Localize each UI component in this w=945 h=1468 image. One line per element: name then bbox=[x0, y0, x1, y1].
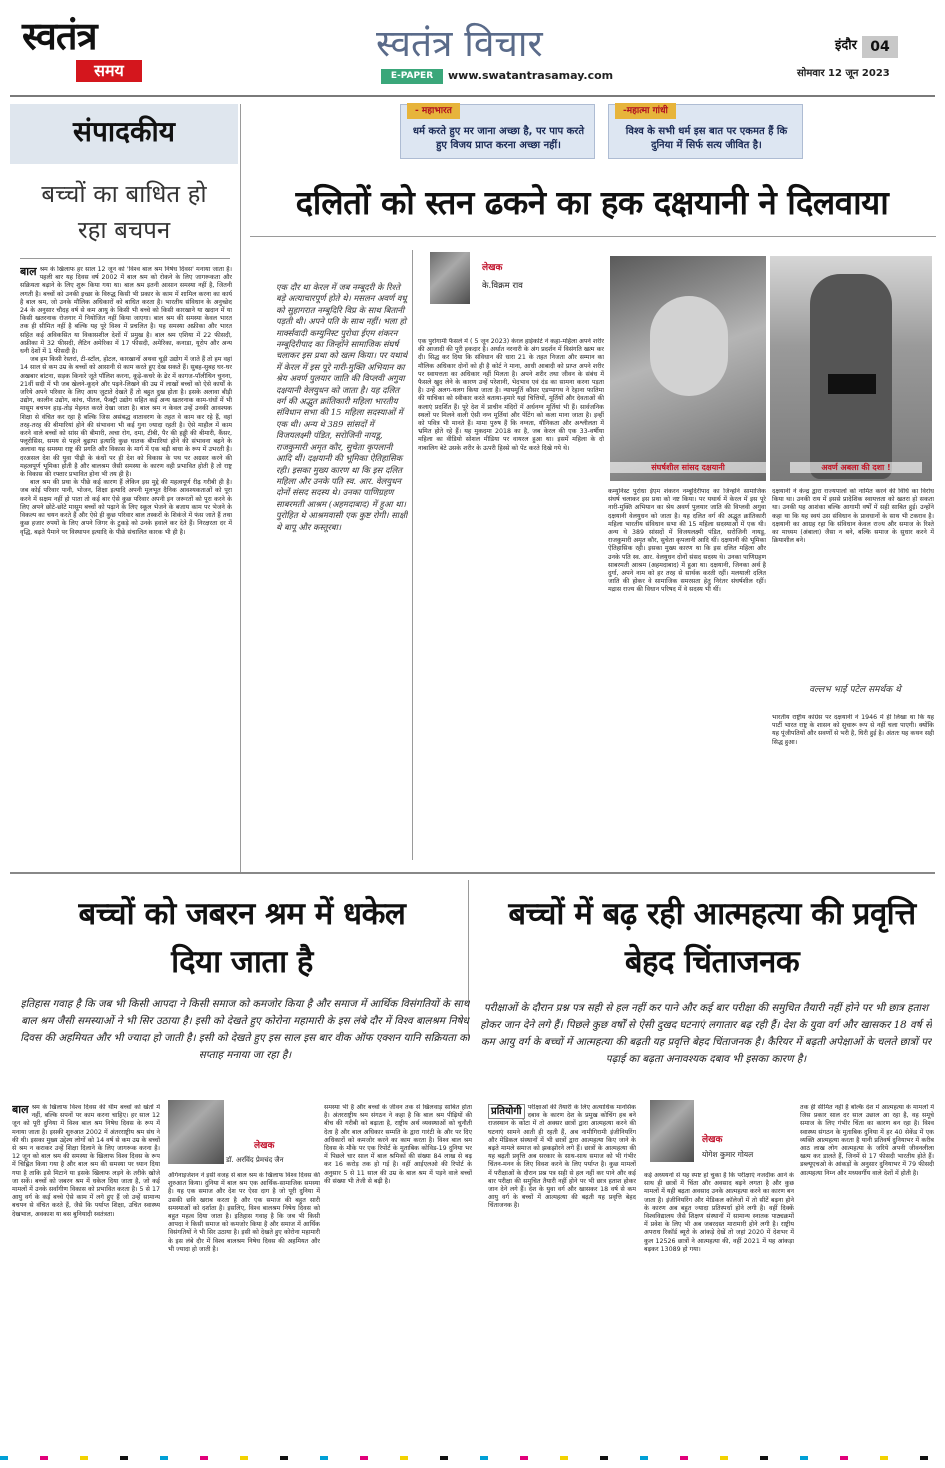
main-headline: दलितों को स्तन ढकने का हक दक्षयानी ने दिलवाया bbox=[295, 183, 889, 222]
child-labour-standfirst: इतिहास गवाह है कि जब भी किसी आपदा ने किसी समाज को कमजोर किया है और समाज में आर्थिक विसंगतियों के साथ बाल श्रम जैसी समस्याओं ने भी सिर उठाया है। इसी को देखते हुए कोरोना महामारी के इस लंबे दौर में विश्व बालश्रम निषेध दिवस की अहमियत और भी ज्यादा हो जाती है। इसी को देखते हुए इस साल इस बार वीक ऑफ एक्शन यानि सक्रियता का सप्ताह मनाया जा रहा है। bbox=[20, 998, 470, 1061]
editorial-box bbox=[10, 104, 238, 164]
section-title: स्वतंत्र विचार bbox=[376, 22, 543, 65]
censor-bar bbox=[828, 374, 876, 394]
photo-face bbox=[650, 296, 728, 396]
editorial-para-2: जब हम किसी रेस्तरां, टी-स्टॉल, होटल, कारखानों अथवा चूड़ी उद्योग में जाते हैं तो हम वहां 14 साल से कम उम्र के बच्चों को आसानी से काम करते हुए देख सकते हैं। सुबह-सुबह घर-घर अखबार बांटना, सड़क किनारे जूते पॉलिश करना, कूड़े-कचरे के ढेर में कागज-पॉलीथिन चुनना, 21वीं सदी में भी जब खेलने-कूदने और पढ़ने-लिखने की उम्र में लाखों बच्चों को ऐसे कार्यों के जरिये अपने परिवार के लिए आय जुटाते देखते हैं तो बहुत दुख होता है। इसके अलावा बीड़ी उद्योग, कालीन उद्योग, कांच, पीतल, फैक्ट्री उद्योग सहित कई अन्य खतरनाक काम-धंधों में भी मासूम बचपन हाड़-तोड़ मेहनत करते देखा जाता है। बाल श्रम न केवल उन्हें उनकी आवश्यक शिक्षा से वंचित कर रहा है बल्कि जिस असंबद्ध वातावरण के तहत वे काम कर रहे हैं, वहां तरह-तरह की बीमारियां होने की संभावना भी कई गुना ज्यादा रहती है। ऐसे माहौल में काम करने वाले बच्चों को सांस की बीमारी, त्वचा रोग, दमा, टीबी, पैर की हड्डी की बीमारी, कैंसर, फ्लूरोसिस, समय से पहले बुढ़ापा इत्यादि कुछ घातक बीमारियां होने की संभावना बढ़ने के अलावा यह समस्या राष्ट्र की प्रगति और विकास के मार्ग में एक बड़ी बाधा के रूप में उभरती है। दरअसल देश की युवा पीढ़ी के कंधों पर ही देश को विकास के पथ पर अग्रसर करने की महत्वपूर्ण भूमिका होती है और बालश्रम जैसी समस्या के कारण वही प्रभावित होती है तो राष्ट्र के विकास की रफ्तार प्रभावित होना भी तय ही है। bbox=[20, 356, 232, 479]
photo-avarna bbox=[770, 256, 932, 481]
suicide-col-2: कई अध्ययनों से यह स्पष्ट हो चुका है कि परीक्षाएं नजदीक आने के साथ ही छात्रों में चिंता और अवसाद बढ़ने लगता है और कुछ मामलों में यही बढ़ता अवसाद उनके आत्महत्या करने का कारण बन जाता है। इंजीनियरिंग और मेडिकल कॉलेजों में तो सीटें बढ़ना होने के कारण अब बहुत ज्यादा प्रतिस्पर्धा होने लगी है। वहीं दिक्कें विश्वविद्यालय जैसे शिक्षण संस्थानों में सामान्य स्नातक पाठ्यक्रमों में प्रवेश के लिए भी अब जबरदस्त मारामारी होने लगी है। राष्ट्रीय अपराध रिकॉर्ड ब्यूरो के आंकड़े देखें तो जहां 2020 में देशभर में कुल 12526 छात्रों ने आत्महत्या की, वहीं 2021 में यह आंकड़ा बढ़कर 13089 हो गया। bbox=[644, 1172, 794, 1253]
suicide-headline: बच्चों में बढ़ रही आत्महत्या की प्रवृत्ति बेहद चिंताजनक bbox=[508, 896, 916, 980]
editorial-headline: बच्चों का बाधित हो रहा बचपन bbox=[41, 180, 207, 244]
editorial-para-1: श्रम के खिलाफ हर साल 12 जून को 'विश्व बाल श्रम निषेध दिवस' मनाया जाता है। पहली बार यह दिवस वर्ष 2002 में बाल श्रम को रोकने के लिए जागरूकता और सक्रियता बढ़ाने के लिए शुरू किया गया था। बाल श्रम इतनी आसान समस्या नहीं है, जितनी लगती है। बच्चों को उनकी इच्छा के विरुद्ध किसी भी प्रकार के काम में शामिल करना का कार्य है बाल श्रम, जो उनके मौलिक अधिकारों को बाधित करता है। भारतीय संविधान के अनुच्छेद 24 के अनुसार चौदह वर्ष से कम आयु के किसी भी बच्चे को किसी कारखाने या खदान में या किसी खतरनाक रोजगार में नियोजित नहीं किया जाएगा। बाल श्रम की समस्या केवल भारत तक ही सीमित नहीं है बल्कि यह पूरे विश्व में प्रचलित है। यह समस्या अफ्रीका और भारत सहित कई अविकसित या विकासशील देशों में प्रमुख है। बाल श्रम एशिया में 22 फीसदी, अफ्रीका में 32 फीसदी, लैटिन अमेरिका में 17 फीसदी, अमेरिका, कनाडा, यूरोप और अन्य धनी देशों में 1 फीसदी है। bbox=[20, 266, 232, 356]
site-url[interactable]: www.swatantrasamay.com bbox=[448, 69, 614, 82]
photo-dakshayani bbox=[610, 256, 766, 481]
quote-text: विश्व के सभी धर्म इस बात पर एकमत हैं कि दुनिया में सिर्फ सत्य जीवित है। bbox=[625, 126, 788, 151]
suicide-author-name: योगेश कुमार गोयल bbox=[702, 1150, 754, 1159]
issue-date: सोमवार 12 जून 2023 bbox=[797, 68, 890, 79]
masthead-rule bbox=[10, 95, 935, 97]
child-labour-author-label: लेखक bbox=[254, 1141, 275, 1151]
main-body-right-2: दक्षयानी ने केन्द्र द्वारा राज्यपालों को नामित करने की विधि का विरोध किया था। उनकी राय में इससे प्रादेशिक स्वायत्तता को खतरा हो सकता था। उनकी यह आशंका बल्कि आगामी वर्षों में सही साबित हुई। उन्होंने कहा था कि यह स्वयं उस संविधान के प्रावधानों के साथ भी टकराव है। दक्षयानी का आग्रह रहा कि संविधान केवल राज्य और समाज के रिश्ते का माध्यम (अंबाला) जैसा न बने, बल्कि समाज के सुधार करने में क्रियाशील बने। bbox=[772, 488, 934, 545]
logo-bottom: समय bbox=[76, 60, 142, 82]
suicide-col-3: तक ही सीमित नहीं है बल्कि देश में आत्महत्या के मामलों में जिस प्रकार साल दर साल उछाल आ रहा है, वह समूचे समाज के लिए गंभीर चिंता का कारण बन रहा है। विश्व स्वास्थ्य संगठन के मुताबिक दुनिया में हर 40 सेकेंड में एक व्यक्ति आत्महत्या करता है यानी प्रतिवर्ष दुनियाभर में करीब आठ लाख लोग आत्महत्या के जरिये अपनी जीवनलीला खत्म कर डालते हैं, जिनमें से 17 फीसदी भारतीय होते हैं। डब्ल्यूएचओ के आंकड़ों के अनुसार दुनियाभर में 79 फीसदी आत्महत्या निम्न और मध्यवर्गीय वाले देशों में होती है। bbox=[800, 1104, 934, 1177]
editorial-body bbox=[20, 266, 232, 866]
author-photo bbox=[430, 252, 470, 304]
logo bbox=[22, 14, 162, 84]
suicide-author-photo bbox=[650, 1100, 694, 1162]
suicide-author-label: लेखक bbox=[702, 1135, 723, 1145]
author-label: लेखक bbox=[482, 263, 503, 273]
quote-text: धर्म करते हुए मर जाना अच्छा है, पर पाप करते हुए विजय प्राप्त करना अच्छा नहीं। bbox=[412, 126, 585, 151]
suicide-col1-text: परीक्षाओं की तैयारी के लिए अत्याधिक मानसिक दबाव के कारण देश के प्रमुख कोचिंग हब बने राजस्थान के कोटा में तो अक्सर छात्रों द्वारा आत्महत्या करने की घटनाएं सामने आती ही रहती हैं, अब नामीगिरामी इंजीनियरिंग और मेडिकल संस्थानों में भी छात्रों द्वारा आत्महत्या किए जाने के बढ़ते मामले समाज को झकझोरने लगे हैं। छात्रों के आत्महत्या की यह बढ़ती प्रवृत्ति अब सरकार के साथ-साथ समाज को भी गंभीर चिंतन-मनन के लिए विवश करने के लिए पर्याप्त है। कुछ मामलों में परीक्षाओं के दौरान प्रश्न पत्र सही से हल नहीं कर पाने और कई बार परीक्षा की समुचित तैयारी नहीं होने पर भी छात्र हताश होकर जान देने लगे हैं। देश के युवा वर्ग और खासकर 18 वर्ष से कम आयु वर्ग के बच्चों में आत्महत्या की बढ़ती यह प्रवृत्ति बेहद चिंताजनक है। bbox=[488, 1104, 636, 1210]
epaper-badge: E-PAPER bbox=[381, 69, 443, 84]
child-labour-author-name: डॉ. अरविंद प्रेमचंद जैन bbox=[226, 1156, 284, 1164]
suicide-col-1 bbox=[488, 1104, 636, 1440]
main-body-mid: एक पुरोगामी फैसले में ( 5 जून 2023) केरल हाईकोर्ट ने कहा-महिला अपने शरीर की आजादी की पूरी हकदार है। अर्थात नरनारी के अंग प्रदर्शन में विसंगति खत्म कर दी। सिद्ध कर दिया कि संविधान की धारा 21 के तहत निजता और सम्मान का मौलिक अधिकार दोनों को ही है कोर्ट ने माना, आधी आबादी को प्राप्त अपने शरीर पर स्वायत्तता का अधिकार नहीं मिलता है। अपने शरीर तथा जीवन के संबंध में फैसले खुद लेने के कारण उन्हें परेशानी, भेदभाव एवं दंड का सामना करना पड़ता है। उन्हें अलग-थलग किया जाता है। न्यायमूर्ति कौसर एडप्पागथ ने रेहाना फातिमा की याचिका को स्वीकार करते बताया-हमारे यहां चित्तियों, मूर्तियों और देवताओं की कलाएं प्रदर्शित हैं। पूरे देश में प्राचीन मंदिरों में अर्धनग्न मूर्तियां भी हैं। सार्वजनिक स्थलों पर मिलने वाली ऐसी नग्न मूर्तियां और पेंटिंग को कला माना जाता है। इन्हीं को पवित्र भी मानते हैं। मामा पुरुष हैं कि नग्नता, यौनिकता और अश्लीलता में भ्रमित होते रहे हैं। यह मुकदमा 2018 का है, जब केरल की एक 33-वर्षीया महिला का वीडियो सोशल मीडिया पर वायरल हुआ था। इसमें महिला के दो नाबालिग बेटे उसके शरीर के ऊपरी हिस्से को पेंट करते दिखे गये थे। bbox=[418, 338, 604, 452]
child-labour-col-1 bbox=[12, 1104, 160, 1440]
quote-box-mahabharat bbox=[400, 104, 595, 159]
main-col-divider-1 bbox=[412, 250, 413, 860]
child-labour-headline: बच्चों को जबरन श्रम में धकेल दिया जाता है bbox=[78, 896, 406, 980]
child-labour-dropcap: बाल bbox=[12, 1104, 29, 1116]
city-label: इंदौर bbox=[835, 38, 857, 53]
child-labour-author-photo bbox=[168, 1100, 224, 1164]
suicide-standfirst: परीक्षाओं के दौरान प्रश्न पत्र सही से हल नहीं कर पाने और कई बार परीक्षा की समुचित तैयारी नहीं होने पर भी छात्र हताश होकर जान देने लगे हैं। पिछले कुछ वर्षों से ऐसी दुखद घटनाएं लगातार बढ़ रही हैं। देश के युवा वर्ग और खासकर 18 वर्ष से कम आयु वर्ग के बच्चों में आत्महत्या की बढ़ती यह प्रवृत्ति बेहद चिंताजनक है। कैरियर में बढ़ती अपेक्षाओं के चलते छात्रों पर पढ़ाई का बढ़ता अनावश्यक दबाव भी इसका कारण है। bbox=[480, 1002, 932, 1065]
author-name: के.विक्रम राव bbox=[482, 281, 523, 291]
main-body-right-3: भारतीय राष्ट्रीय कांग्रेस पर दक्षयानी ने 1946 में ही लिखा था कि यह पार्टी भारत राष्ट्र के शासन को सुचारू रूप से नहीं चला पाएगी। क्योंकि यह पूंजीपतियों और सवर्णों से भरी है, घिरी हुई है। अंततः यह कथन सही सिद्ध हुआ। bbox=[772, 714, 934, 746]
main-headline-rule bbox=[250, 236, 936, 237]
logo-top: स्वतंत्र bbox=[22, 14, 97, 58]
vallabh-note: वल्लभ भाई पटेल समर्थक थे bbox=[809, 685, 901, 695]
editorial-section-title: संपादकीय bbox=[73, 115, 175, 148]
quote-label: -महात्मा गांधी bbox=[615, 103, 676, 119]
section-divider bbox=[10, 872, 935, 874]
quote-box-gandhi bbox=[608, 104, 803, 159]
editorial-divider bbox=[240, 104, 241, 874]
editorial-dropcap: बाल bbox=[20, 266, 37, 278]
main-body-right-1: कम्युनिस्ट पुरोधा ईएम शंकरन नम्बूदिरीपाद का जिन्होंने सामाजिक संघर्ष चलाकर इस प्रथा को नष्ट किया। पर यथार्थ में केरल में इस पूरे नारी-मुक्ति अभियान का श्रेय अवर्ण पुलयार जाति की विप्लवी अगुवा दक्षयानी वेलयुधन को जाता है। यह दलित वर्ग की अद्भुत क्रांतिकारी महिला भारतीय संविधान सभा की 15 महिला सदस्याओं में एक थी। अन्य थे 389 सांसदों में विजयलक्ष्मी पंडित, सरोजिनी नायडू, राजकुमारी अमृत कौर, सुचेता कृपलानी आदि थीं। दक्षयानी की भूमिका ऐतिहासिक रही। इसका मुख्य कारण था कि इस दलित महिला और उनके पति स्व. आर. वेलयुधन दोनों संसद सदस्य थे। उनका पाणिग्रहण साबरमती आश्रम (अहमदाबाद) में हुआ था। दक्षयानी, जिनका अर्थ है दुर्गा, अपने नाम को हर तरह से सार्थक करती रहीं। मलयाली दलित जाति की होकर वे सामाजिक समरसता हेतु निरंतर संघर्षशील रहीं। मद्रास राज्य की विधान परिषद में वे सदस्य भी थीं। bbox=[608, 488, 766, 594]
main-highlight-text: एक दौर था केरल में जब नम्बूदरी के रिश्ते बड़े अत्याचारपूर्ण होते थे। मसलन अवर्ण वधू को सुहागरात नम्बूदिरि विप्र के साथ बितानी पड़ती थी। अपने पति के साथ नहीं। भला हो मार्क्सवादी कम्युनिस्ट पुरोधा ईएम शंकरन नम्बूदिरीपाद का जिन्होंने सामाजिक संघर्ष चलाकर इस प्रथा को खत्म किया। पर यथार्थ में केरल में इस पूरे नारी-मुक्ति अभियान का श्रेय अवर्ण पुलयार जाति की विप्लवी अगुवा दक्षयानी वेलयुधन को जाता है। यह दलित वर्ग की अद्भुत क्रांतिकारी महिला भारतीय संविधान सभा की 15 महिला सदस्याओं में एक थी। अन्य थे 389 सांसदों में विजयलक्ष्मी पंडित, सरोजिनी नायडू, राजकुमारी अमृत कौर, सुचेता कृपलानी आदि थीं। दक्षयानी की भूमिका ऐतिहासिक रही। इसका मुख्य कारण था कि इस दलित महिला और उनके पति स्व. आर. वेलयुधन दोनों संसद सदस्य थे। उनका पाणिग्रहण साबरमती आश्रम (अहमदाबाद) में हुआ था। पुरोहित थे आश्रमवासी एक कुष्ट रोगी। साक्षी थे बापू और कस्तूरबा। bbox=[276, 282, 408, 532]
child-labour-col1-text: श्रम के खिलाफ विश्व दिवस की थीम बच्चों को खेतों में नहीं, बल्कि सपनों पर काम करना चाहिए। हर साल 12 जून को पूरी दुनिया में विश्व बाल श्रम निषेध दिवस के रूप में मनाया जाता है। इसकी शुरुआत 2002 में अंतरराष्ट्रीय श्रम संघ ने की थी। इसका मुख्य उद्देश्य लोगों को 14 वर्ष से कम उम्र के बच्चों से श्रम न कराकर उन्हें शिक्षा दिलाने के लिए जागरूक करना है। 12 जून को बाल श्रम की समस्या के खिलाफ विश्व दिवस के रूप में चिह्नित किया गया है और बाल श्रम की समस्या पर ध्यान दिया गया है ताकि इसे मिटाने या इसके खिलाफ लड़ने के तरीके खोजे जा सकें। बच्चों को जबरन श्रम में धकेल दिया जाता है, जो कई मामलों में उनके सर्वांगीण विकास को प्रभावित करता है। 5 से 17 आयु वर्ग के कई बच्चे ऐसे काम में लगे हुए हैं जो उन्हें सामान्य बचपन से वंचित करते हैं, जैसे कि पर्याप्त शिक्षा, उचित स्वास्थ्य देखभाल, अवकाश या बस बुनियादी स्वतंत्रता। bbox=[12, 1104, 160, 1218]
suicide-dropcap: प्रतियोगी bbox=[488, 1104, 525, 1119]
child-labour-col-3: समस्या भी है और बच्चों के जीवन तक से खिलवाड़ साबित होता है। अंतरराष्ट्रीय श्रम संगठन ने कहा है कि बाल श्रम पीढ़ियों की बीच की गरीबी को बढ़ाता है, राष्ट्रीय अर्थ व्यवस्थाओं को चुनौती देता है और बाल अधिकार सम्मति के द्वारा गारंटी के और पर दिए अधिकारों को कमजोर करने का काम करता है। विश्व बाल श्रम दिवस के मौके पर एक रिपोर्ट के मुताबिक कोविड-19 दुनिया भर में पिछले चार साल में बाल श्रमिकों की संख्या 84 लाख से बढ़ कर 16 करोड़ तक हो गई है। वहीं आईएलओ की रिपोर्ट के अनुसार 5 से 11 साल की उम्र के बाल श्रम में पड़ने वाले बच्चों की संख्या भी तेजी से बढ़ी है। bbox=[324, 1104, 472, 1185]
masthead bbox=[0, 0, 945, 96]
child-labour-col-2: ऑर्गनाइजेशन ने इसी वजह से बाल श्रम के खिलाफ विश्व दिवस की शुरुआत किया। दुनिया में बाल श्रम एक आर्थिक-सामाजिक समस्या है। यह एक समाज और देश पर ऐसा दाग है जो पूरी दुनिया में उसकी छवि खराब करता है और एक समाज की बहुत सारी समस्याओं को दर्शाता है। इसलिए, विश्व बालश्रम निषेध दिवस को बहुत महत्व दिया जाता है। इतिहास गवाह है कि जब भी किसी आपदा ने किसी समाज को कमजोर किया है और समाज में आर्थिक विसंगतियों ने भी सिर उठाया है। इसी को देखते हुए कोरोना महामारी के इस लंबे दौर में विश्व बालश्रम निषेध दिवस की अहमियत और भी ज्यादा हो जाती है। bbox=[168, 1172, 320, 1253]
editorial-para-3: बाल श्रम की प्रथा के पीछे कई कारण हैं लेकिन इस मुद्दे की महत्वपूर्ण रीढ़ गरीबी ही है। जब कोई परिवार पानी, भोजन, शिक्षा इत्यादि अपनी मूलभूत दैनिक आवश्यकताओं को पूरा करने में सक्षम नहीं हो पाता तो कई बार ऐसे कुछ परिवार अपनी इन जरूरतों को पूरा करने के लिए अपने छोटे-छोटे मासूम बच्चों को पढ़ाने के लिए स्कूल भेजने के बजाय काम पर भेजने के विकल्प का चयन करते हैं और ऐसे ही कुछ परिवार बाल तस्करों के शिकंजे में फंस जाते हैं तथा कुछ हजार रुपयों के लिए अपने जिगर के टुकड़े को उनके हवाले कर देते हैं। निरक्षरता दर में वृद्धि, बढ़ते पैमाने पर विस्थापन इत्यादि के पीछे संचालित कारक भी ही है। bbox=[20, 479, 232, 536]
quote-label: - महाभारत bbox=[407, 103, 460, 119]
footer-color-strip bbox=[0, 1456, 945, 1460]
editorial-head-rule bbox=[20, 258, 230, 259]
page-number: 04 bbox=[862, 36, 898, 58]
photo-caption-1: संघर्षशील सांसद दक्षयानी bbox=[610, 462, 766, 473]
photo-caption-2: अवर्ण अबला की दशा ! bbox=[790, 462, 922, 473]
